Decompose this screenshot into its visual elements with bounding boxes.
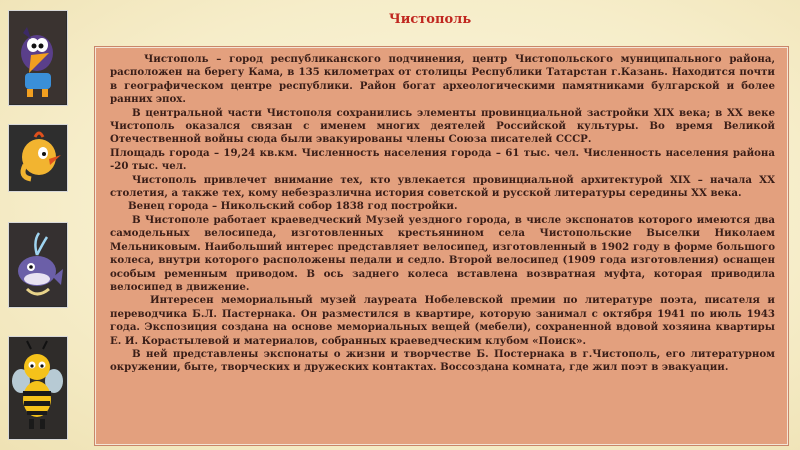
paragraph-exhibits: В ней представлены экспонаты о жизни и творчестве Б. Постернака в г.Чистополь, его литературном окружении, быте, творческих и дружеских контактах. Воссоздана комната, где жил поэт в эвакуации. bbox=[110, 347, 775, 374]
chick-cartoon-card bbox=[8, 124, 68, 192]
slide-title: Чистополь bbox=[388, 12, 472, 27]
paragraph-intro: Чистополь – город республиканского подчинения, центр Чистопольского муниципального района, расположен на берегу Кама, в 135 километрах от столицы Республики Татарстан г.Казань. Находится почти в географическом центре республики. Район богат археологическими памятниками булгарской и более ранних эпох. bbox=[110, 53, 775, 106]
whale-cartoon-icon bbox=[9, 223, 66, 306]
paragraph-area-population: Площадь города – 19,24 кв.км. Численность населения города – 61 тыс. чел. Численность населения района -20 тыс. чел. bbox=[110, 146, 775, 173]
paragraph-pasternak-museum: Интересен мемориальный музей лауреата Нобелевской премии по литературе поэта, писателя и переводчика Б.Л. Пастернака. Он разместился в квартире, которую занимал с октября 1941 по июль 1943 года. Экспозиция создана на основе мемориальных вещей (мебели), сохраненной вдовой хозяина квартиры Е. И. Корастылевой и материалов, собранных краеведческим клубом «Поиск». bbox=[110, 294, 775, 347]
bee-cartoon-card bbox=[8, 336, 68, 440]
paragraph-cathedral: Венец города – Никольский собор 1838 год постройки. bbox=[128, 200, 458, 213]
chick-cartoon-icon bbox=[9, 125, 66, 190]
crow-cartoon-card bbox=[8, 10, 68, 106]
article-text-box bbox=[95, 47, 788, 445]
paragraph-museum-bicycles: В Чистополе работает краеведческий Музей уездного города, в числе экспонатов которого имеются два самодельных велосипеда, изготовленных крестьянином села Чистопольские Выселки Николаем Мельниковым. Наибольший интерес представляет велосипед, изготовленный в 1902 году в форме большого колеса, внутри которого расположены педали и седло. Второй велосипед (1909 года изготовления) оснащен особым ременным приводом. В ось заднего колеса вставлена возвратная муфта, которая приводила велосипед в движение. bbox=[110, 213, 775, 293]
crow-cartoon-icon bbox=[9, 11, 66, 104]
paragraph-architecture: Чистополь привлечет внимание тех, кто увлекается провинциальной архитектурой XIX – начала XX столетия, а также тех, кому небезразлична история советской и русской литературы середины XX века. bbox=[110, 173, 775, 200]
paragraph-history: В центральной части Чистополя сохранились элементы провинциальной застройки XIX века; в XX веке Чистополь оказался связан с именем многих деятелей Российской культуры. Во время Великой Отечественной войны сюда были эвакуированы члены Союза писателей СССР. bbox=[110, 106, 775, 146]
whale-cartoon-card bbox=[8, 222, 68, 308]
bee-cartoon-icon bbox=[9, 337, 66, 438]
